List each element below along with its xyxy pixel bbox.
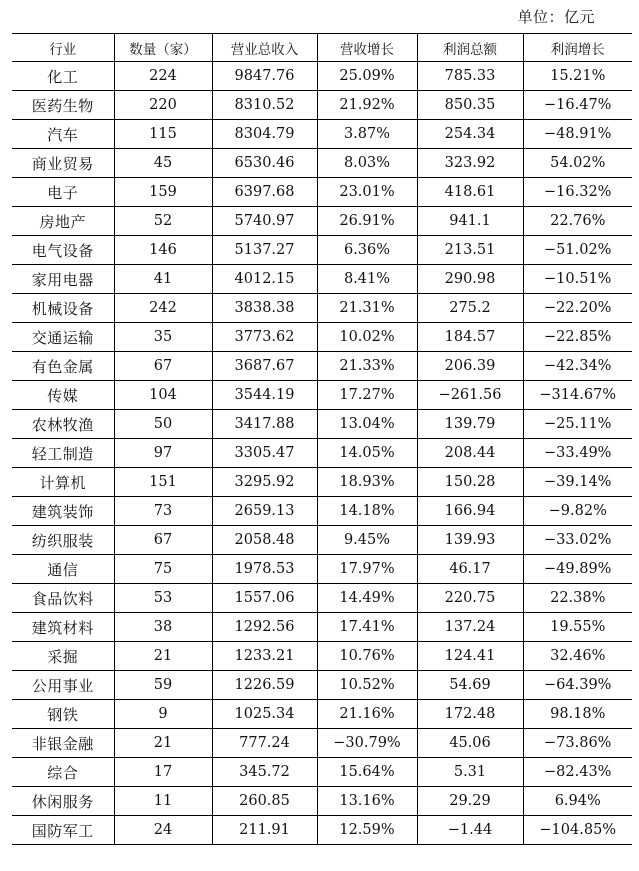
header-revenue: 营业总收入 — [212, 34, 317, 62]
cell-profit-growth: −10.51% — [523, 265, 632, 294]
header-profit-growth: 利润增长 — [523, 34, 632, 62]
cell-profit: 220.75 — [417, 584, 523, 613]
cell-profit: 150.28 — [417, 468, 523, 497]
cell-profit-growth: 22.76% — [523, 207, 632, 236]
cell-count: 97 — [114, 439, 212, 468]
cell-revenue-growth: −30.79% — [317, 729, 417, 758]
cell-revenue-growth: 10.52% — [317, 671, 417, 700]
unit-label: 单位：亿元 — [517, 8, 595, 26]
header-industry: 行业 — [12, 34, 114, 62]
cell-count: 59 — [114, 671, 212, 700]
cell-revenue-growth: 10.76% — [317, 642, 417, 671]
table-row — [12, 149, 632, 178]
header-count: 数量（家） — [114, 34, 212, 62]
table-row — [12, 439, 632, 468]
cell-industry: 商业贸易 — [12, 149, 114, 178]
table-row — [12, 352, 632, 381]
cell-industry: 建筑装饰 — [12, 497, 114, 526]
cell-revenue: 2058.48 — [212, 526, 317, 555]
table-row — [12, 700, 632, 729]
cell-profit-growth: −39.14% — [523, 468, 632, 497]
cell-profit: −261.56 — [417, 381, 523, 410]
cell-revenue: 211.91 — [212, 816, 317, 845]
cell-industry: 房地产 — [12, 207, 114, 236]
table-row — [12, 526, 632, 555]
cell-industry: 汽车 — [12, 120, 114, 149]
cell-count: 50 — [114, 410, 212, 439]
cell-profit-growth: −104.85% — [523, 816, 632, 845]
cell-revenue-growth: 21.16% — [317, 700, 417, 729]
cell-revenue: 777.24 — [212, 729, 317, 758]
cell-revenue: 1557.06 — [212, 584, 317, 613]
cell-revenue-growth: 15.64% — [317, 758, 417, 787]
cell-profit: 139.93 — [417, 526, 523, 555]
cell-industry: 轻工制造 — [12, 439, 114, 468]
cell-revenue: 3687.67 — [212, 352, 317, 381]
cell-revenue: 4012.15 — [212, 265, 317, 294]
cell-profit: 137.24 — [417, 613, 523, 642]
cell-revenue-growth: 21.31% — [317, 294, 417, 323]
cell-profit-growth: −22.85% — [523, 323, 632, 352]
cell-industry: 建筑材料 — [12, 613, 114, 642]
cell-industry: 公用事业 — [12, 671, 114, 700]
cell-profit: 254.34 — [417, 120, 523, 149]
cell-industry: 非银金融 — [12, 729, 114, 758]
cell-profit: 213.51 — [417, 236, 523, 265]
cell-industry: 农林牧渔 — [12, 410, 114, 439]
cell-revenue: 3305.47 — [212, 439, 317, 468]
cell-revenue: 345.72 — [212, 758, 317, 787]
cell-industry: 纺织服装 — [12, 526, 114, 555]
cell-revenue: 8310.52 — [212, 91, 317, 120]
table-row — [12, 671, 632, 700]
cell-revenue: 5137.27 — [212, 236, 317, 265]
cell-count: 220 — [114, 91, 212, 120]
cell-profit-growth: −33.49% — [523, 439, 632, 468]
cell-revenue-growth: 17.27% — [317, 381, 417, 410]
cell-profit: −1.44 — [417, 816, 523, 845]
header-revenue-growth: 营收增长 — [317, 34, 417, 62]
table-body — [12, 62, 632, 845]
table-row — [12, 236, 632, 265]
cell-profit-growth: 19.55% — [523, 613, 632, 642]
cell-count: 9 — [114, 700, 212, 729]
cell-profit-growth: −82.43% — [523, 758, 632, 787]
cell-count: 75 — [114, 555, 212, 584]
cell-count: 21 — [114, 642, 212, 671]
cell-profit: 941.1 — [417, 207, 523, 236]
cell-profit-growth: −16.47% — [523, 91, 632, 120]
cell-revenue: 6530.46 — [212, 149, 317, 178]
table-row — [12, 787, 632, 816]
cell-revenue: 1292.56 — [212, 613, 317, 642]
cell-count: 45 — [114, 149, 212, 178]
table-row — [12, 729, 632, 758]
cell-industry: 钢铁 — [12, 700, 114, 729]
cell-profit: 29.29 — [417, 787, 523, 816]
cell-count: 151 — [114, 468, 212, 497]
table-row — [12, 555, 632, 584]
cell-profit: 54.69 — [417, 671, 523, 700]
cell-profit-growth: 54.02% — [523, 149, 632, 178]
cell-profit: 208.44 — [417, 439, 523, 468]
cell-profit: 418.61 — [417, 178, 523, 207]
cell-revenue: 3417.88 — [212, 410, 317, 439]
cell-profit: 46.17 — [417, 555, 523, 584]
table-row — [12, 497, 632, 526]
cell-profit: 172.48 — [417, 700, 523, 729]
cell-count: 41 — [114, 265, 212, 294]
cell-revenue: 6397.68 — [212, 178, 317, 207]
cell-industry: 传媒 — [12, 381, 114, 410]
cell-revenue-growth: 14.05% — [317, 439, 417, 468]
cell-revenue-growth: 8.41% — [317, 265, 417, 294]
cell-revenue-growth: 3.87% — [317, 120, 417, 149]
cell-revenue-growth: 13.04% — [317, 410, 417, 439]
table-row — [12, 323, 632, 352]
cell-count: 53 — [114, 584, 212, 613]
cell-industry: 化工 — [12, 62, 114, 91]
cell-industry: 交通运输 — [12, 323, 114, 352]
cell-profit: 166.94 — [417, 497, 523, 526]
cell-revenue: 3773.62 — [212, 323, 317, 352]
cell-revenue: 5740.97 — [212, 207, 317, 236]
cell-revenue-growth: 13.16% — [317, 787, 417, 816]
cell-revenue: 1025.34 — [212, 700, 317, 729]
cell-industry: 电子 — [12, 178, 114, 207]
cell-count: 67 — [114, 526, 212, 555]
cell-profit: 139.79 — [417, 410, 523, 439]
cell-industry: 计算机 — [12, 468, 114, 497]
cell-industry: 家用电器 — [12, 265, 114, 294]
header-row — [12, 34, 632, 62]
cell-industry: 通信 — [12, 555, 114, 584]
cell-count: 67 — [114, 352, 212, 381]
cell-revenue-growth: 21.33% — [317, 352, 417, 381]
cell-revenue-growth: 6.36% — [317, 236, 417, 265]
cell-profit-growth: 22.38% — [523, 584, 632, 613]
cell-revenue: 1233.21 — [212, 642, 317, 671]
cell-profit-growth: 32.46% — [523, 642, 632, 671]
industry-table — [12, 33, 632, 845]
table-row — [12, 584, 632, 613]
cell-profit: 5.31 — [417, 758, 523, 787]
cell-profit: 45.06 — [417, 729, 523, 758]
cell-revenue-growth: 9.45% — [317, 526, 417, 555]
cell-count: 52 — [114, 207, 212, 236]
cell-industry: 电气设备 — [12, 236, 114, 265]
table-row — [12, 178, 632, 207]
cell-count: 11 — [114, 787, 212, 816]
table-row — [12, 410, 632, 439]
cell-profit: 290.98 — [417, 265, 523, 294]
cell-industry: 有色金属 — [12, 352, 114, 381]
table-row — [12, 758, 632, 787]
cell-profit-growth: −49.89% — [523, 555, 632, 584]
table-row — [12, 91, 632, 120]
cell-revenue: 1226.59 — [212, 671, 317, 700]
cell-revenue-growth: 8.03% — [317, 149, 417, 178]
cell-industry: 综合 — [12, 758, 114, 787]
table-row — [12, 207, 632, 236]
cell-industry: 食品饮料 — [12, 584, 114, 613]
cell-revenue: 8304.79 — [212, 120, 317, 149]
cell-revenue-growth: 21.92% — [317, 91, 417, 120]
header-profit: 利润总额 — [417, 34, 523, 62]
cell-revenue-growth: 14.49% — [317, 584, 417, 613]
cell-industry: 机械设备 — [12, 294, 114, 323]
cell-revenue-growth: 26.91% — [317, 207, 417, 236]
cell-count: 115 — [114, 120, 212, 149]
cell-industry: 国防军工 — [12, 816, 114, 845]
cell-count: 146 — [114, 236, 212, 265]
table-row — [12, 120, 632, 149]
cell-revenue: 3838.38 — [212, 294, 317, 323]
cell-profit: 184.57 — [417, 323, 523, 352]
cell-profit-growth: −9.82% — [523, 497, 632, 526]
cell-profit: 850.35 — [417, 91, 523, 120]
table-row — [12, 816, 632, 845]
cell-profit-growth: −314.67% — [523, 381, 632, 410]
cell-revenue-growth: 17.41% — [317, 613, 417, 642]
cell-revenue: 9847.76 — [212, 62, 317, 91]
table-row — [12, 62, 632, 91]
cell-profit-growth: −25.11% — [523, 410, 632, 439]
cell-profit-growth: −73.86% — [523, 729, 632, 758]
cell-count: 242 — [114, 294, 212, 323]
cell-revenue-growth: 25.09% — [317, 62, 417, 91]
table-row — [12, 642, 632, 671]
cell-revenue-growth: 23.01% — [317, 178, 417, 207]
cell-profit-growth: 15.21% — [523, 62, 632, 91]
cell-industry: 休闲服务 — [12, 787, 114, 816]
cell-profit: 124.41 — [417, 642, 523, 671]
cell-count: 73 — [114, 497, 212, 526]
table-row — [12, 265, 632, 294]
cell-industry: 采掘 — [12, 642, 114, 671]
cell-revenue-growth: 17.97% — [317, 555, 417, 584]
cell-profit-growth: −33.02% — [523, 526, 632, 555]
cell-count: 35 — [114, 323, 212, 352]
table-row — [12, 613, 632, 642]
cell-revenue: 260.85 — [212, 787, 317, 816]
cell-revenue-growth: 10.02% — [317, 323, 417, 352]
cell-revenue-growth: 18.93% — [317, 468, 417, 497]
cell-profit-growth: 6.94% — [523, 787, 632, 816]
cell-revenue-growth: 14.18% — [317, 497, 417, 526]
cell-revenue: 3295.92 — [212, 468, 317, 497]
cell-count: 21 — [114, 729, 212, 758]
table-row — [12, 468, 632, 497]
industry-table-container — [12, 33, 632, 845]
cell-profit: 206.39 — [417, 352, 523, 381]
cell-profit-growth: 98.18% — [523, 700, 632, 729]
cell-count: 17 — [114, 758, 212, 787]
cell-count: 224 — [114, 62, 212, 91]
cell-profit: 275.2 — [417, 294, 523, 323]
cell-profit: 785.33 — [417, 62, 523, 91]
cell-revenue: 1978.53 — [212, 555, 317, 584]
cell-revenue: 3544.19 — [212, 381, 317, 410]
cell-profit-growth: −22.20% — [523, 294, 632, 323]
cell-count: 159 — [114, 178, 212, 207]
cell-profit-growth: −51.02% — [523, 236, 632, 265]
cell-count: 38 — [114, 613, 212, 642]
cell-industry: 医药生物 — [12, 91, 114, 120]
cell-profit-growth: −42.34% — [523, 352, 632, 381]
cell-profit-growth: −16.32% — [523, 178, 632, 207]
cell-revenue-growth: 12.59% — [317, 816, 417, 845]
cell-profit-growth: −48.91% — [523, 120, 632, 149]
cell-profit-growth: −64.39% — [523, 671, 632, 700]
cell-revenue: 2659.13 — [212, 497, 317, 526]
table-row — [12, 294, 632, 323]
cell-count: 24 — [114, 816, 212, 845]
cell-profit: 323.92 — [417, 149, 523, 178]
table-row — [12, 381, 632, 410]
cell-count: 104 — [114, 381, 212, 410]
